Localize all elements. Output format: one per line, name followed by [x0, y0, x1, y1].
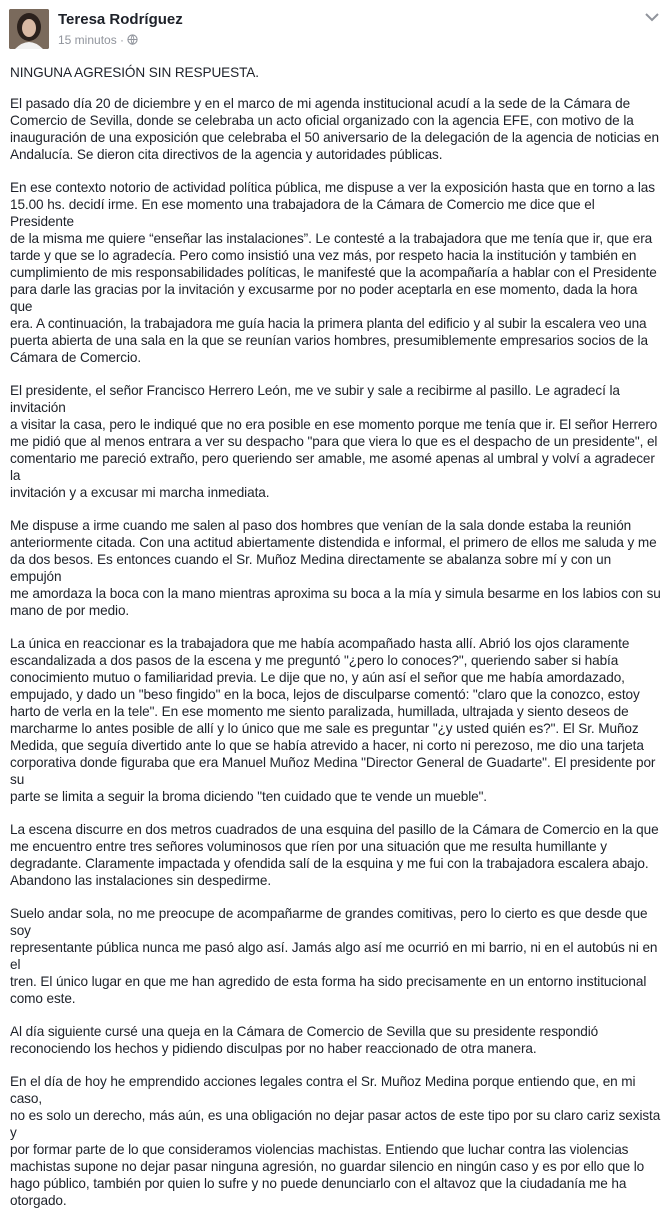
author-name[interactable]: Teresa Rodríguez [58, 11, 183, 28]
post-paragraph-7: Suelo andar sola, no me preocupe de acompañarme de grandes comitivas, pero lo cierto es que desde que soy representante pública nunca me pasó algo así. Jamás algo así me ocurrió en mi barrio, ni en el autobús ni en el tren. El único lugar en que me han agredido de esta forma ha sido precisamente en un entorno institucional como este. [10, 906, 658, 1006]
post-paragraph-1: El pasado día 20 de diciembre y en el marco de mi agenda institucional acudí a la sede de la Cámara de Comercio de Sevilla, donde se celebraba un acto oficial organizado con la agencia EFE, con motivo de la inauguración de una exposición que celebraba el 50 aniversario de la delegación de la agencia de noticias en Andalucía. Se dieron cita directivos de la agencia y autoridades públicas. [10, 96, 659, 162]
post-paragraph-6: La escena discurre en dos metros cuadrados de una esquina del pasillo de la Cámara de Comercio en la que me encuentro entre tres señores voluminosos que ríen por una situación que me resulta humillante y degradante. Claramente impactada y ofendida salí de la esquina y me fui con la trabajadora escalera abajo. Abandono las instalaciones sin despedirme. [10, 822, 659, 888]
post-title: NINGUNA AGRESIÓN SIN RESPUESTA. [10, 65, 259, 80]
globe-icon[interactable] [127, 34, 138, 45]
post-header [0, 0, 670, 60]
post-paragraph-8: Al día siguiente cursé una queja en la Cámara de Comercio de Sevilla que su presidente respondió reconociendo los hechos y pidiendo disculpas por no haber reaccionado de otra manera. [10, 1024, 599, 1056]
post-paragraph-3: El presidente, el señor Francisco Herrero León, me ve subir y sale a recibirme al pasillo. Le agradecí la invitación a visitar la casa, pero le indiqué que no era posible en ese momento porque me tenía que ir. El señor Herrero me pidió que al menos entrara a ver su despacho "para que viera lo que es el despacho de un presidente", el comentario me pareció extraño, pero queriendo ser amable, me asomé apenas al umbral y volví a agradecer la invitación y a excusar mi marcha inmediata. [10, 383, 658, 500]
timestamp[interactable]: 15 minutos [58, 33, 117, 47]
post-body [10, 64, 662, 1225]
post-paragraph-2: En ese contexto notorio de actividad política pública, me dispuse a ver la exposición hasta que en torno a las 15.00 hs. decidí irme. En ese momento una trabajadora de la Cámara de Comercio me dice que el Presidente de la misma me quiere “enseñar las instalaciones”. Le contesté a la trabajadora que me tenía que ir, que era tarde y que se lo agradecía. Pero como insistió una vez más, por respeto hacia la institución y también en cumplimiento de mis responsabilidades políticas, le manifesté que la acompañaría a hablar con el Presidente para darle las gracias por la invitación y excusarme por no poder aceptarla en ese momento, dada la hora que era. A continuación, la trabajadora me guía hacia la primera planta del edificio y al subir la escalera veo una puerta abierta de una sala en la que se reunían varios hombres, presumiblemente empresarios socios de la Cámara de Comercio. [10, 180, 657, 365]
post-paragraph-9: En el día de hoy he emprendido acciones legales contra el Sr. Muñoz Medina porque entiendo que, en mi caso, no es solo un derecho, más aún, es una obligación no dejar pasar actos de este tipo por su claro cariz sexista y por formar parte de lo que consideramos violencias machistas. Entiendo que luchar contra las violencias machistas supone no dejar pasar ninguna agresión, no guardar silencio en ningún caso y es por ello que lo hago público, también por quien lo sufre y no puede denunciarlo con el altavoz que la ciudadanía me ha otorgado. [10, 1074, 661, 1208]
post-meta [58, 33, 138, 47]
meta-separator: · [120, 33, 125, 47]
avatar[interactable] [9, 9, 49, 49]
post-paragraph-5: La única en reaccionar es la trabajadora que me había acompañado hasta allí. Abrió los ojos claramente escandalizada a dos pasos de la escena y me preguntó "¿pero lo conoces?", queriendo saber si había conocimiento mutuo o familiaridad previa. Le dije que no, y aún así el señor que me había amordazado, empujado, y dado un "beso fingido" en la boca, lejos de disculparse comentó: "claro que la conozco, estoy harto de verla en la tele". En ese momento me siento paralizada, humillada, ultrajada y siento deseos de marcharme lo antes posible de allí y lo único que me sale es preguntar "¿y usted quién es?". El Sr. Muñoz Medida, que seguía divertido ante lo que se había atrevido a hacer, ni corto ni perezoso, me dio una tarjeta corporativa donde figuraba que era Manuel Muñoz Medina "Director General de Guadarte". El presidente por su parte se limita a seguir la broma diciendo "ten cuidado que te vende un mueble". [10, 636, 656, 804]
post-paragraph-4: Me dispuse a irme cuando me salen al paso dos hombres que venían de la sala donde estaba la reunión anteriormente citada. Con una actitud abiertamente distendida e informal, el primero de ellos me saluda y me da dos besos. Es entonces cuando el Sr. Muñoz Medina directamente se abalanza sobre mí y con un empujón me amordaza la boca con la mano mientras aproxima su boca a la mía y simula besarme en los labios con su mano de por medio. [10, 518, 661, 618]
chevron-down-icon[interactable] [643, 10, 661, 24]
